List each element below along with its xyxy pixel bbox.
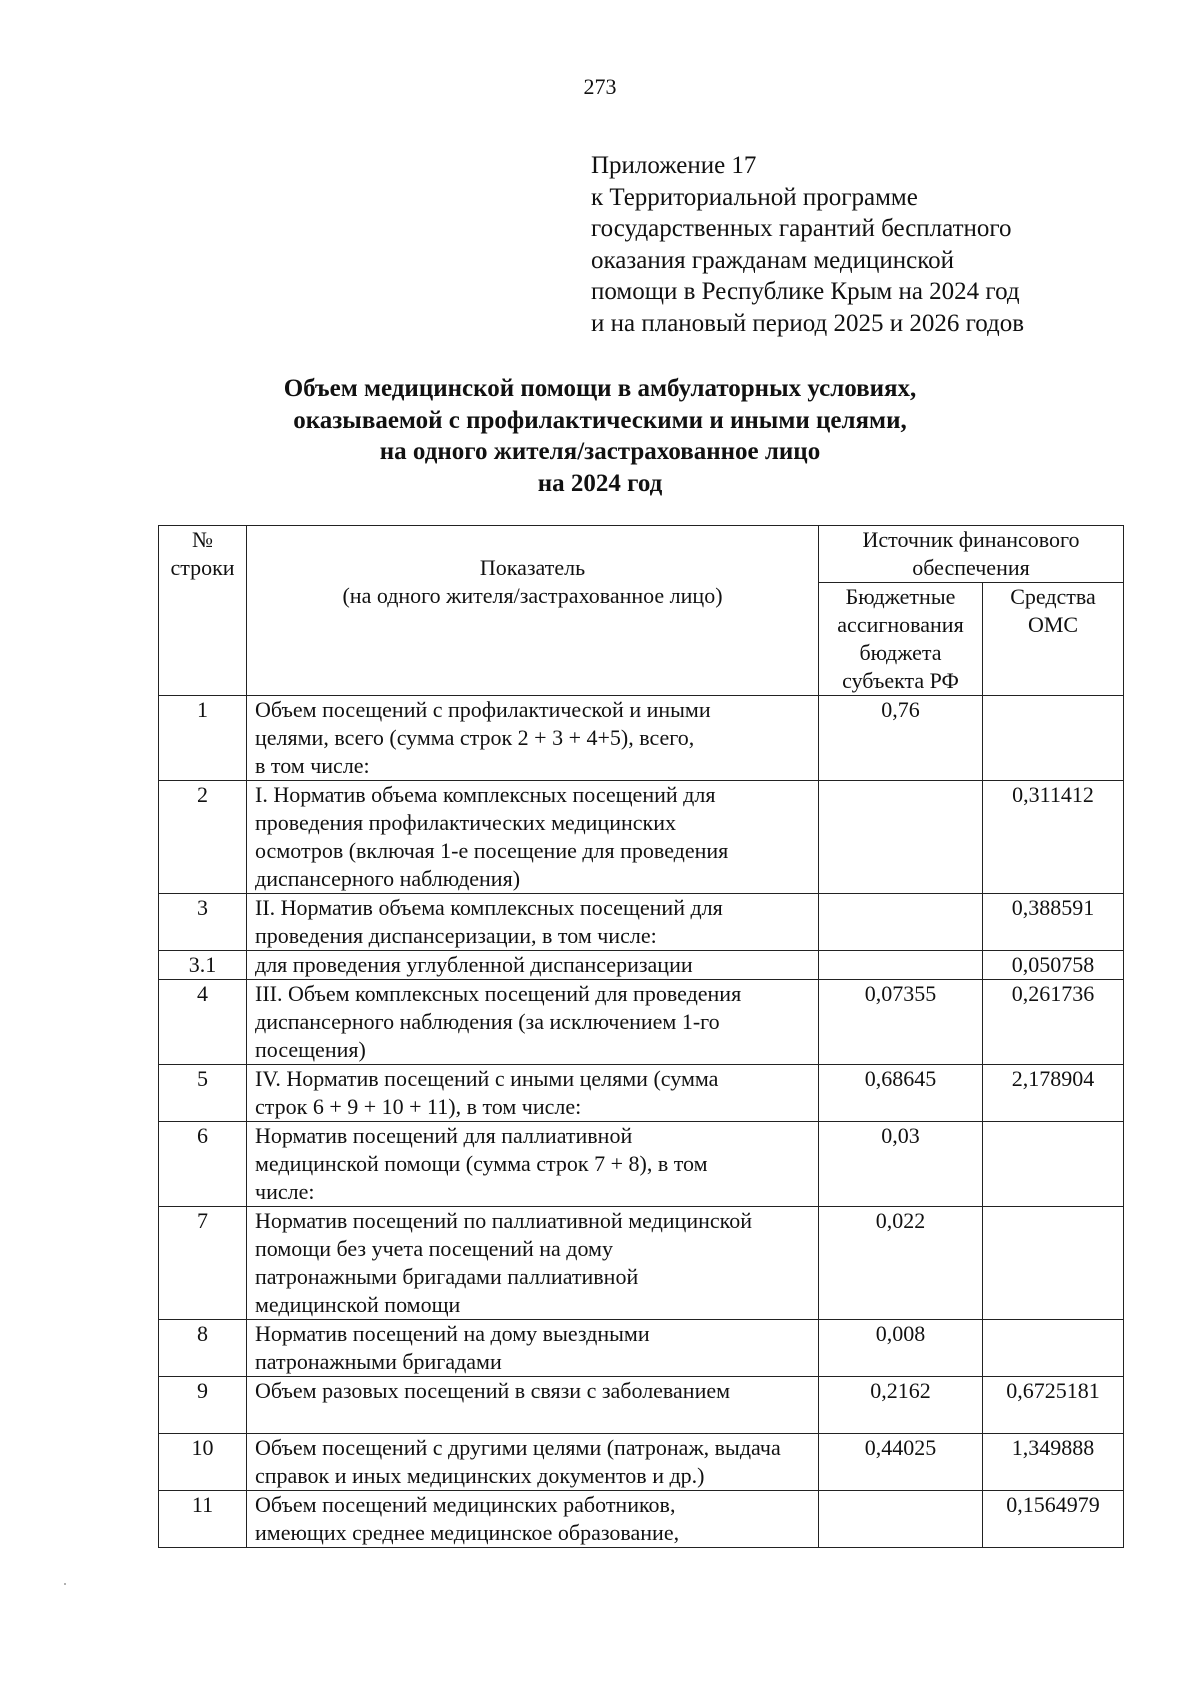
- indicator-line: Объем посещений медицинских работников,: [255, 1492, 676, 1517]
- header-text: бюджета: [859, 640, 942, 665]
- indicator-line: Норматив посещений на дому выездными: [255, 1321, 650, 1346]
- appendix-line: и на плановый период 2025 и 2026 годов: [591, 309, 1025, 337]
- row-number-cell: 8: [159, 1320, 247, 1377]
- indicator-line: посещения): [255, 1037, 366, 1062]
- table-row: [159, 781, 1124, 894]
- budget-cell: 0,68645: [819, 1065, 983, 1122]
- table-row: [159, 1065, 1124, 1122]
- indicator-line: Объем разовых посещений в связи с заболеванием: [255, 1378, 731, 1403]
- indicator-cell: [247, 1320, 819, 1377]
- row-number-cell: 11: [159, 1491, 247, 1548]
- indicator-line: II. Норматив объема комплексных посещений для: [255, 895, 723, 920]
- oms-cell: 0,261736: [983, 980, 1124, 1065]
- appendix-line: Приложение 17: [591, 152, 757, 179]
- row-number-cell: 5: [159, 1065, 247, 1122]
- header-text: субъекта РФ: [842, 668, 959, 693]
- header-text: Показатель: [479, 555, 586, 580]
- header-indicator: [247, 526, 819, 696]
- title-line: на 2024 год: [537, 469, 663, 497]
- header-text: Бюджетные: [845, 584, 956, 609]
- budget-cell: 0,76: [819, 696, 983, 781]
- indicator-cell: [247, 1377, 819, 1434]
- title-line: оказываемой с профилактическими и иными целями,: [293, 406, 907, 434]
- indicator-line: патронажными бригадами паллиативной: [255, 1264, 639, 1289]
- indicator-line: проведения диспансеризации, в том числе:: [255, 923, 657, 948]
- header-text: обеспечения: [912, 555, 1030, 580]
- header-text: ОМС: [1027, 612, 1079, 637]
- table-row: [159, 894, 1124, 951]
- indicator-line: диспансерного наблюдения (за исключением 1-го: [255, 1009, 720, 1034]
- appendix-line: к Территориальной программе: [591, 183, 918, 211]
- header-budget: [819, 583, 983, 696]
- indicator-cell: [247, 696, 819, 781]
- indicator-line: диспансерного наблюдения): [255, 866, 521, 891]
- oms-cell: [983, 696, 1124, 781]
- indicator-line: Объем посещений с другими целями (патронаж, выдача: [255, 1435, 781, 1460]
- budget-cell: 0,03: [819, 1122, 983, 1207]
- oms-cell: 0,311412: [983, 781, 1124, 894]
- budget-cell: [819, 781, 983, 894]
- page-number: 273: [583, 74, 617, 99]
- table-row: [159, 1122, 1124, 1207]
- row-number-cell: 9: [159, 1377, 247, 1434]
- oms-cell: 2,178904: [983, 1065, 1124, 1122]
- header-row: [159, 526, 1124, 583]
- budget-cell: 0,022: [819, 1207, 983, 1320]
- budget-cell: 0,44025: [819, 1434, 983, 1491]
- indicator-line: Норматив посещений для паллиативной: [255, 1123, 633, 1148]
- indicator-cell: [247, 1065, 819, 1122]
- title-line: на одного жителя/застрахованное лицо: [379, 438, 821, 465]
- indicator-line: III. Объем комплексных посещений для проведения: [255, 981, 742, 1006]
- oms-cell: 0,050758: [983, 951, 1124, 980]
- indicator-line: числе:: [255, 1179, 315, 1204]
- table-row: [159, 696, 1124, 781]
- indicator-cell: [247, 781, 819, 894]
- table-row: [159, 951, 1124, 980]
- header-row-no: [159, 526, 247, 696]
- row-number-cell: 2: [159, 781, 247, 894]
- appendix-line: оказания гражданам медицинской: [591, 246, 955, 274]
- indicator-cell: [247, 951, 819, 980]
- header-text: ассигнования: [837, 612, 964, 637]
- budget-cell: [819, 1491, 983, 1548]
- budget-cell: 0,07355: [819, 980, 983, 1065]
- indicator-line: осмотров (включая 1-е посещение для проведения: [255, 838, 729, 863]
- oms-cell: [983, 1320, 1124, 1377]
- budget-cell: 0,008: [819, 1320, 983, 1377]
- indicator-line: проведения профилактических медицинских: [255, 810, 676, 835]
- oms-cell: 0,388591: [983, 894, 1124, 951]
- document-title: [0, 373, 1200, 499]
- table-row: [159, 1320, 1124, 1377]
- oms-cell: 0,1564979: [983, 1491, 1124, 1548]
- table-row: [159, 980, 1124, 1065]
- indicator-line: строк 6 + 9 + 10 + 11), в том числе:: [255, 1094, 582, 1119]
- header-text: (на одного жителя/застрахованное лицо): [342, 583, 723, 608]
- indicator-line: патронажными бригадами: [255, 1349, 502, 1374]
- indicator-line: целями, всего (сумма строк 2 + 3 + 4+5), всего,: [255, 725, 695, 750]
- indicator-line: IV. Норматив посещений с иными целями (сумма: [255, 1066, 719, 1091]
- indicator-cell: [247, 1491, 819, 1548]
- row-number-cell: 6: [159, 1122, 247, 1207]
- budget-cell: [819, 894, 983, 951]
- appendix-line: помощи в Республике Крым на 2024 год: [591, 278, 1020, 305]
- header-source: [819, 526, 1124, 583]
- indicator-line: в том числе:: [255, 753, 370, 778]
- indicator-line: справок и иных медицинских документов и др.): [255, 1463, 705, 1488]
- scan-artifact: [64, 1583, 66, 1585]
- indicator-cell: [247, 980, 819, 1065]
- indicator-cell: [247, 1434, 819, 1491]
- table-row: [159, 1434, 1124, 1491]
- indicator-cell: [247, 1207, 819, 1320]
- volume-table: [158, 525, 1124, 1548]
- oms-cell: [983, 1207, 1124, 1320]
- row-number-cell: 1: [159, 696, 247, 781]
- budget-cell: [819, 951, 983, 980]
- row-number-cell: 4: [159, 980, 247, 1065]
- indicator-line: I. Норматив объема комплексных посещений для: [255, 782, 716, 807]
- indicator-cell: [247, 1122, 819, 1207]
- header-oms: [983, 583, 1124, 696]
- oms-cell: 0,6725181: [983, 1377, 1124, 1434]
- row-number-cell: 3: [159, 894, 247, 951]
- appendix-line: государственных гарантий бесплатного: [591, 215, 1012, 242]
- oms-cell: [983, 1122, 1124, 1207]
- indicator-line: Норматив посещений по паллиативной медицинской: [255, 1208, 752, 1233]
- header-text: Средства: [1010, 584, 1096, 609]
- row-number-cell: 7: [159, 1207, 247, 1320]
- indicator-line: медицинской помощи: [255, 1292, 461, 1317]
- header-text: №: [192, 527, 213, 552]
- indicator-line: для проведения углубленной диспансеризации: [255, 952, 693, 977]
- indicator-cell: [247, 894, 819, 951]
- appendix-block: [591, 150, 1151, 339]
- row-number-cell: 10: [159, 1434, 247, 1491]
- indicator-line: Объем посещений с профилактической и иными: [255, 697, 711, 722]
- table-row: [159, 1491, 1124, 1548]
- oms-cell: 1,349888: [983, 1434, 1124, 1491]
- budget-cell: 0,2162: [819, 1377, 983, 1434]
- indicator-line: медицинской помощи (сумма строк 7 + 8), в том: [255, 1151, 708, 1176]
- table-row: [159, 1207, 1124, 1320]
- indicator-line: [255, 1405, 814, 1433]
- indicator-line: имеющих среднее медицинское образование,: [255, 1520, 680, 1545]
- table-row: [159, 1377, 1124, 1434]
- indicator-line: помощи без учета посещений на дому: [255, 1236, 613, 1261]
- header-text: строки: [170, 555, 235, 580]
- header-text: Источник финансового: [862, 527, 1080, 552]
- row-number-cell: 3.1: [159, 951, 247, 980]
- title-line: Объем медицинской помощи в амбулаторных условиях,: [283, 375, 917, 402]
